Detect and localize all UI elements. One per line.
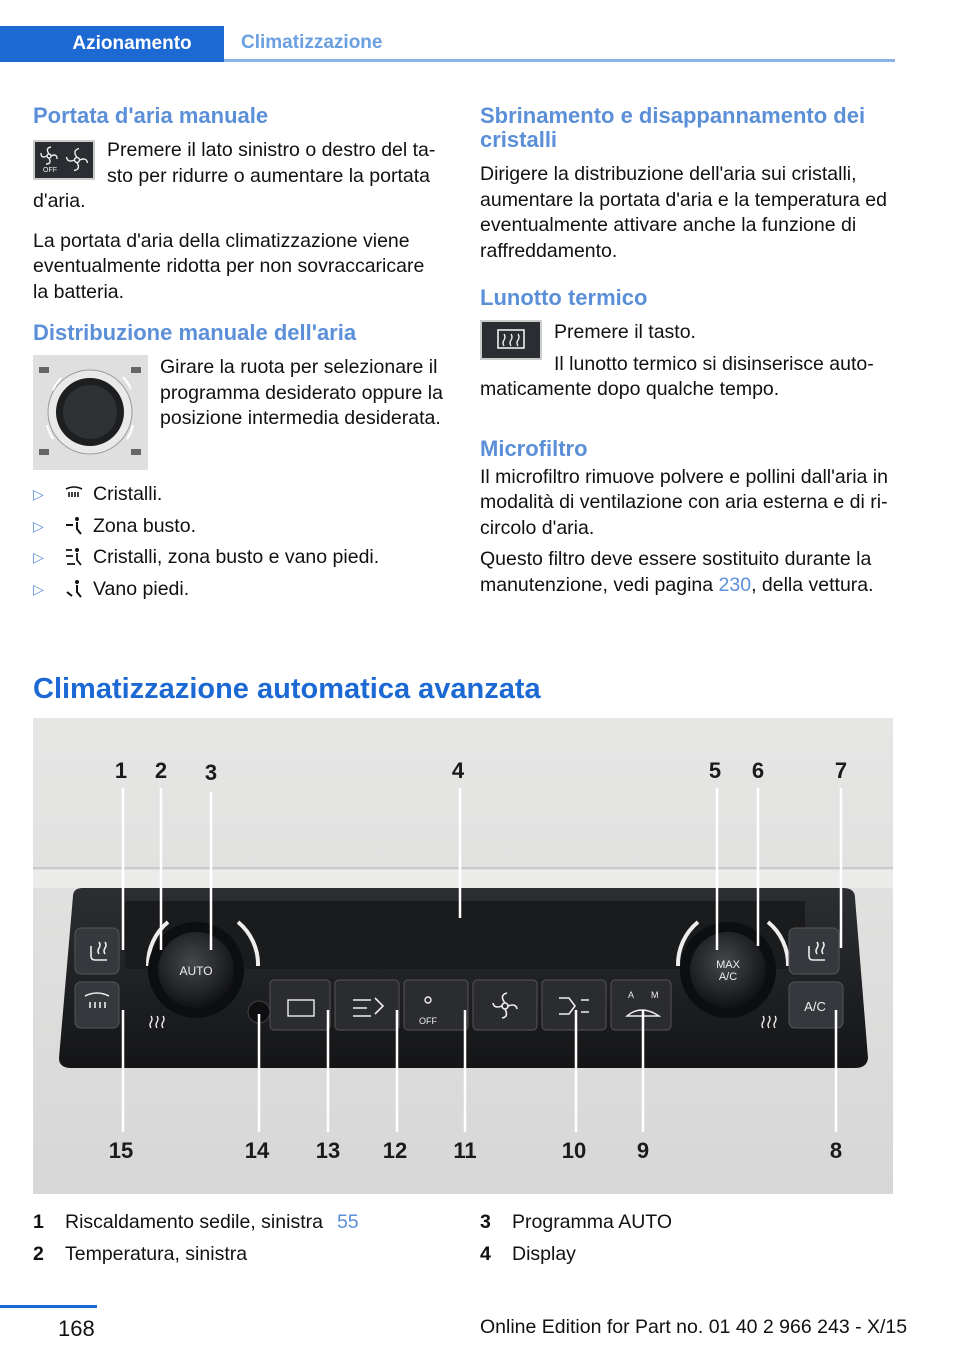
legend-item: 4 Display xyxy=(480,1243,576,1265)
callout-4: 4 xyxy=(451,758,465,783)
callout-3: 3 xyxy=(204,760,218,785)
callout-14: 14 xyxy=(244,1138,270,1163)
svg-text:OFF: OFF xyxy=(43,167,57,174)
heading-microfiltro: Microfiltro xyxy=(480,435,588,461)
rear-defrost-icon xyxy=(482,322,540,358)
climate-panel-figure xyxy=(33,718,893,1194)
callout-2: 2 xyxy=(154,758,168,783)
ac-button-label: A/C xyxy=(804,999,826,1014)
microfiltro-text: Il microfiltro rimuove polvere e pollini dall'aria in modalità di ventilazione con aria esterna e di ricircolo d'aria. xyxy=(480,465,888,539)
callout-5: 5 xyxy=(708,758,722,783)
lunotto-auto-off-text: Il lunotto termico si disinserisce automaticamente dopo qualche tempo. xyxy=(480,352,874,400)
callout-13: 13 xyxy=(315,1138,341,1163)
portata-aria-text: Premere il lato sinistro o destro del tasto per ridurre o aumentare la portata d'aria. xyxy=(33,139,436,212)
page-link-230[interactable]: 230 xyxy=(718,573,752,596)
heading-portata-aria: Portata d'aria manuale xyxy=(33,103,269,128)
dial-icon xyxy=(33,355,148,470)
fan-button-image xyxy=(33,140,95,180)
distribution-list xyxy=(33,482,443,608)
legend-item: 1 Riscaldamento sedile, sinistra 55 xyxy=(33,1206,453,1238)
callout-15: 15 xyxy=(108,1138,134,1163)
callout-8: 8 xyxy=(829,1138,843,1163)
auto-recirc-a-label: A xyxy=(628,990,635,1000)
auto-button-label: AUTO xyxy=(179,964,213,978)
page-link-55[interactable]: 55 xyxy=(336,1211,359,1233)
list-item: ▷ Cristalli. xyxy=(33,483,163,505)
callout-12: 12 xyxy=(382,1138,408,1163)
microfiltro-replace-text: Questo filtro deve essere sostituito durante la manutenzione, vedi pagina 230, della vettura. xyxy=(480,548,874,596)
max-ac-button-label: MAX A/C xyxy=(716,959,740,983)
edition-text: Online Edition for Part no. 01 40 2 966 243 - X/15 xyxy=(480,1316,908,1338)
portata-aria-battery-text: La portata d'aria della climatizzazione viene eventualmente ridotta per non sovraccaricare la batteria. xyxy=(33,229,425,303)
tab-climatizzazione[interactable]: Climatizzazione xyxy=(224,26,895,62)
list-item: ▷ Vano piedi. xyxy=(33,577,190,600)
list-item: ▷ Zona busto. xyxy=(33,514,196,537)
callout-9: 9 xyxy=(636,1138,650,1163)
sbrinamento-text: Dirigere la distribuzione dell'aria sui cristalli, aumentare la portata d'aria e la temperatura ed eventualmente attivare anche la funzione di raffreddamento. xyxy=(480,163,887,262)
page-header xyxy=(0,0,895,62)
callout-6: 6 xyxy=(751,758,765,783)
left-column xyxy=(33,104,443,608)
footer-accent-line xyxy=(0,1305,97,1308)
distribution-dial-image xyxy=(33,355,148,470)
section-title: Climatizzazione automatica avanzata xyxy=(33,673,541,705)
tab-azionamento[interactable]: Azionamento xyxy=(0,26,224,62)
climate-panel-diagram xyxy=(33,718,893,1194)
distribuzione-aria-text: Girare la ruota per selezionare il programma desiderato oppure la posizione intermedia desiderata. xyxy=(160,356,443,429)
windshield-air-icon xyxy=(63,483,85,505)
legend-item: 3 Programma AUTO xyxy=(480,1211,673,1233)
page-number: 168 xyxy=(58,1316,95,1341)
legend-right xyxy=(480,1206,898,1270)
callout-10: 10 xyxy=(561,1138,587,1163)
rear-defrost-button-image xyxy=(480,320,542,360)
lunotto-press-text: Premere il tasto. xyxy=(554,321,696,343)
list-item: ▷ Cristalli, zona busto e vano piedi. xyxy=(33,546,380,568)
callout-11: 11 xyxy=(453,1138,477,1163)
heading-lunotto-termico: Lunotto termico xyxy=(480,285,648,310)
off-label: OFF xyxy=(419,1016,437,1026)
legend-left xyxy=(33,1206,453,1270)
all-zones-air-icon xyxy=(63,546,85,568)
fan-icon xyxy=(35,142,93,178)
heading-sbrinamento: Sbrinamento e disappannamento dei cristalli xyxy=(480,103,866,152)
auto-recirc-m-label: M xyxy=(651,990,659,1000)
right-column xyxy=(480,104,898,598)
upper-body-air-icon xyxy=(63,515,85,537)
footwell-air-icon xyxy=(63,578,85,600)
callout-7: 7 xyxy=(834,758,848,783)
legend-item: 2 Temperatura, sinistra xyxy=(33,1243,248,1265)
callout-1: 1 xyxy=(114,758,128,783)
heading-distribuzione-aria: Distribuzione manuale dell'aria xyxy=(33,320,357,345)
